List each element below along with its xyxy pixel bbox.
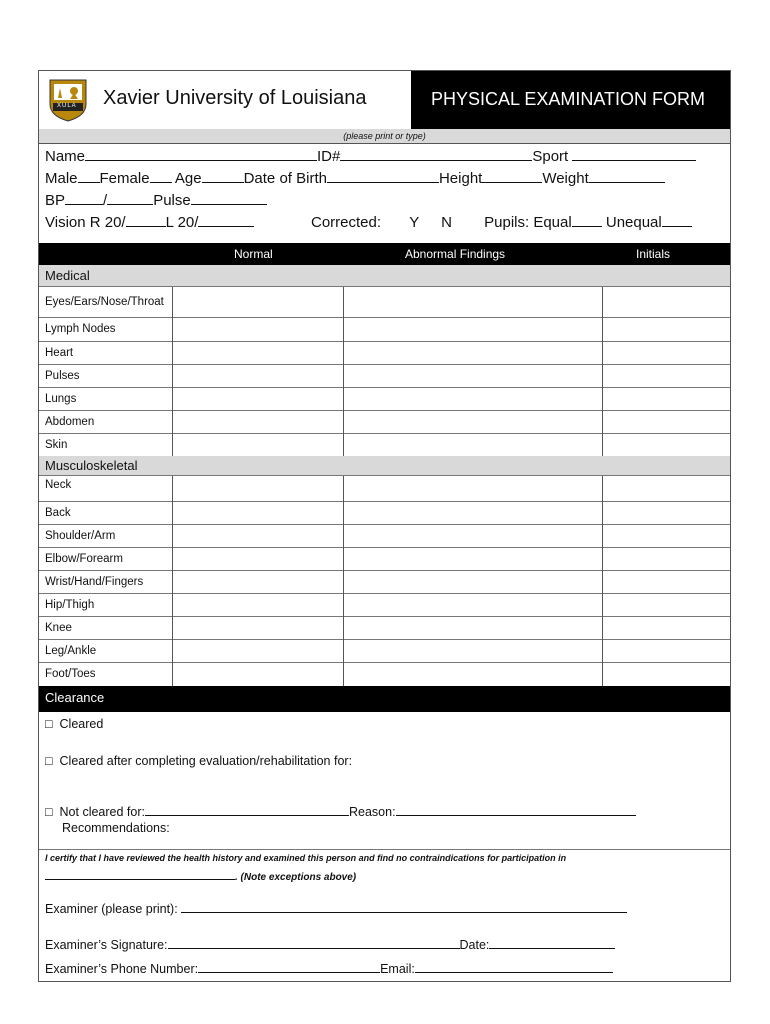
table-row (39, 433, 730, 457)
col-initials: Initials (636, 247, 671, 261)
not-cleared-field[interactable] (145, 803, 349, 816)
pupils-unequal-field[interactable] (662, 212, 692, 227)
row-label: Shoulder/Arm (45, 529, 116, 542)
row-label: Skin (45, 438, 68, 451)
signature-line (45, 936, 615, 952)
vision-l-label: L 20/ (165, 214, 199, 231)
xula-logo (46, 78, 90, 122)
row-label: Eyes/Ears/Nose/Throat (45, 296, 164, 308)
row-label: Elbow/Forearm (45, 552, 123, 565)
date-label: Date: (459, 938, 490, 952)
clearance-section-title: Clearance (39, 686, 730, 712)
info-line-4 (45, 212, 254, 231)
pulse-field[interactable] (191, 190, 267, 205)
col-abnormal: Abnormal Findings (405, 247, 506, 261)
col-divider (602, 476, 603, 686)
row-label: Heart (45, 346, 74, 359)
name-label: Name (45, 148, 86, 165)
age-field[interactable] (202, 168, 244, 183)
pupils-label: Pupils: Equal (484, 214, 572, 231)
row-label: Hip/Thigh (45, 598, 95, 611)
col-divider (343, 287, 344, 456)
form-title: PHYSICAL EXAMINATION FORM (431, 89, 706, 109)
not-cleared-checkbox[interactable]: □ (45, 805, 53, 819)
signature-field[interactable] (168, 936, 460, 949)
examiner-field[interactable] (181, 900, 627, 913)
table-row (39, 341, 730, 365)
note-exceptions: . (Note exceptions above) (235, 872, 357, 883)
participation-field[interactable] (45, 869, 235, 880)
dob-field[interactable] (327, 168, 439, 183)
cleared-after-checkbox[interactable]: □ (45, 754, 53, 768)
info-line-3 (45, 190, 267, 209)
bp-diastolic-field[interactable] (107, 190, 153, 205)
row-label: Abdomen (45, 415, 95, 428)
table-row (39, 476, 730, 502)
row-label: Neck (45, 479, 72, 491)
print-note: (please print or type) (39, 129, 730, 144)
phone-label: Examiner’s Phone Number: (45, 962, 199, 976)
cleared-after-label: Cleared after completing evaluation/rehabilitation for: (59, 754, 353, 768)
header-right (411, 71, 730, 129)
corrected-yes[interactable]: Y (409, 214, 419, 231)
recommendations-label: Recommendations: (62, 821, 170, 835)
row-label: Foot/Toes (45, 668, 96, 680)
vision-r-field[interactable] (126, 212, 166, 227)
certification-divider (39, 849, 730, 850)
signature-label: Examiner’s Signature: (45, 938, 168, 952)
column-header (39, 243, 730, 265)
cleared-label: Cleared (59, 717, 104, 731)
row-label: Back (45, 506, 71, 519)
table-row (39, 593, 730, 617)
phone-line (45, 960, 613, 976)
col-normal: Normal (234, 247, 273, 261)
cleared-checkbox[interactable]: □ (45, 717, 53, 731)
reason-label: Reason: (348, 805, 396, 819)
male-field[interactable] (78, 168, 100, 183)
not-cleared-option (45, 803, 636, 819)
table-row (39, 387, 730, 411)
date-field[interactable] (489, 936, 615, 949)
table-row (39, 662, 730, 686)
table-row (39, 616, 730, 640)
email-field[interactable] (415, 960, 613, 973)
id-label: ID# (317, 148, 341, 165)
reason-field[interactable] (396, 803, 636, 816)
row-label: Knee (45, 621, 72, 634)
table-row (39, 364, 730, 388)
info-line-1 (45, 146, 696, 165)
table-row (39, 547, 730, 571)
not-cleared-label: Not cleared for: (59, 805, 145, 819)
weight-field[interactable] (589, 168, 665, 183)
row-label: Pulses (45, 369, 80, 382)
height-field[interactable] (482, 168, 542, 183)
sport-field[interactable] (572, 146, 696, 161)
bp-label: BP (45, 192, 66, 209)
col-divider (172, 287, 173, 456)
row-label: Wrist/Hand/Fingers (45, 575, 144, 588)
corrected-no[interactable]: N (441, 214, 452, 231)
table-row (39, 639, 730, 663)
cleared-after-option (45, 754, 352, 768)
table-row (39, 287, 730, 318)
pupils-equal-field[interactable] (572, 212, 602, 227)
email-label: Email: (380, 962, 415, 976)
header-left (39, 71, 411, 129)
vision-l-field[interactable] (198, 212, 254, 227)
phone-field[interactable] (198, 960, 380, 973)
height-label: Height (438, 170, 483, 187)
examiner-label: Examiner (please print): (45, 902, 178, 916)
musculoskeletal-section-title: Musculoskeletal (39, 456, 730, 476)
table-row (39, 524, 730, 548)
table-row (39, 501, 730, 525)
weight-label: Weight (542, 170, 589, 187)
info-line-2 (45, 168, 665, 187)
col-divider (602, 287, 603, 456)
sport-label: Sport (532, 148, 569, 165)
examiner-line (45, 900, 627, 916)
row-label: Lymph Nodes (45, 323, 116, 335)
col-divider (172, 476, 173, 686)
table-row (39, 317, 730, 342)
female-label: Female (99, 170, 150, 187)
row-label: Lungs (45, 392, 77, 405)
col-divider (343, 476, 344, 686)
vision-r-label: Vision R 20/ (45, 214, 126, 231)
cleared-option (45, 717, 103, 731)
medical-section-title: Medical (39, 265, 730, 287)
pulse-label: Pulse (153, 192, 191, 209)
id-field[interactable] (340, 146, 532, 161)
physical-exam-form (38, 70, 731, 982)
table-row (39, 570, 730, 594)
corrected-group (311, 212, 692, 231)
certify-line (45, 869, 356, 883)
corrected-label: Corrected: (311, 214, 382, 231)
logo-text: XULA (57, 103, 77, 109)
table-row (39, 410, 730, 434)
age-label: Age (174, 170, 202, 187)
bp-separator: / (103, 192, 108, 209)
bp-systolic-field[interactable] (65, 190, 103, 205)
unequal-label: Unequal (605, 214, 662, 231)
female-field[interactable] (150, 168, 172, 183)
certify-statement: I certify that I have reviewed the health history and examined this person and find no contraindications for participation in (45, 853, 567, 863)
male-label: Male (45, 170, 78, 187)
dob-label: Date of Birth (243, 170, 327, 187)
name-field[interactable] (85, 146, 317, 161)
row-label: Leg/Ankle (45, 644, 97, 657)
university-name: Xavier University of Louisiana (103, 87, 367, 109)
